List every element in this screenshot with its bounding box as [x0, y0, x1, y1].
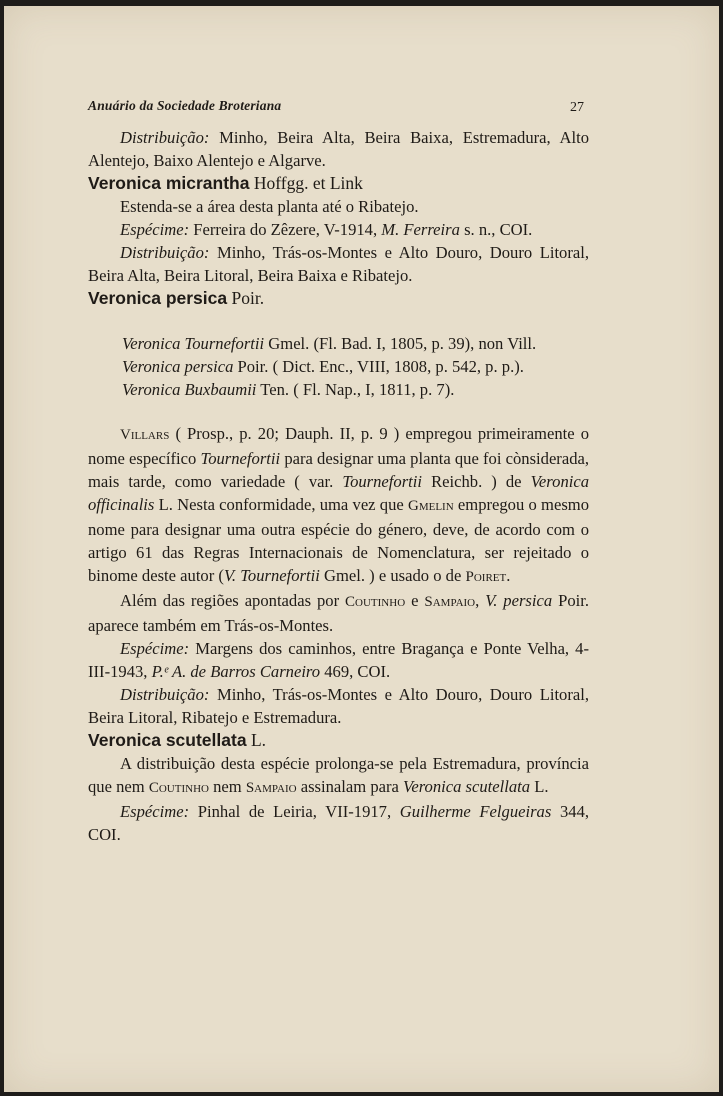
paragraph-text: L. [534, 777, 549, 796]
synonym-line [88, 378, 589, 401]
species-name: Veronica persica [88, 288, 228, 308]
distribution-label: Distribuição: [120, 685, 210, 704]
synonym-line [88, 355, 589, 378]
paragraph-text: para designar uma planta que foi cònsiderada, mais tarde, como variedade ( var. [88, 449, 590, 491]
species-author: Hoffgg. et Link [253, 173, 363, 193]
specimen-text: 469, COI. [324, 662, 391, 681]
species-heading-micrantha [88, 172, 589, 195]
specimen-collector: Guilherme Felgueiras [399, 802, 552, 821]
species-heading-persica [88, 287, 589, 310]
species-name: Veronica micrantha [88, 173, 250, 193]
specimen-text: Pinhal de Leiria, VII-1917, [197, 802, 392, 821]
species-ref: Veronica officinalis [88, 472, 590, 514]
persica-nomenclature-paragraph [88, 422, 589, 589]
species-heading-scutellata [88, 729, 589, 752]
paragraph-text: ( Prosp., p. 20; Dauph. II, p. 9 ) empregou primeiramente o nome específico [88, 424, 589, 468]
page-number: 27 [570, 100, 584, 115]
persica-distribution [88, 683, 589, 729]
author-gmelin: Gmelin [408, 498, 454, 514]
species-ref: Veronica scutellata [403, 777, 531, 796]
species-ref: V. persica [485, 591, 553, 610]
synonym-citation: Ten. ( Fl. Nap., I, 1811, p. 7). [260, 380, 455, 399]
paragraph-text: A distribuição desta espécie prolonga-se pela Estremadura, província que nem [88, 754, 589, 796]
author-sampaio: Sampaio [424, 594, 476, 610]
persica-specimen [88, 637, 589, 683]
micrantha-range: Estenda-se a área desta planta até o Ribatejo. [120, 197, 419, 216]
paragraph-text: empregou o mesmo nome para designar uma outra espécie do género, deve, de acordo com o artigo 61 das Regras Internacionais de Nomenclatura, ser rejeitado o binome deste autor ( [88, 495, 589, 585]
paragraph-text: , [475, 591, 480, 610]
specimen-text: 344, COI. [88, 802, 590, 844]
paragraph-text: Poir. aparece também em Trás-os-Montes. [88, 591, 589, 635]
paragraph-text: . [506, 566, 511, 585]
distribution-label: Distribuição: [120, 243, 210, 262]
synonym-name: Veronica Tournefortii [122, 334, 265, 353]
specimen-label: Espécime: [120, 639, 190, 658]
paragraph-text: Reichb. ) de [431, 472, 522, 491]
paragraph-text: Além das regiões apontadas por [120, 591, 340, 610]
scutellata-paragraph [88, 752, 589, 800]
paragraph-text: e [411, 591, 419, 610]
author-coutinho: Coutinho [345, 594, 406, 610]
author-villars: Villars [120, 427, 170, 443]
micrantha-specimen [88, 218, 589, 241]
specimen-text: Ferreira do Zêzere, V-1914, [193, 220, 378, 239]
specimen-label: Espécime: [120, 802, 190, 821]
paragraph-text: nem [213, 777, 242, 796]
author-sampaio: Sampaio [245, 780, 297, 796]
species-name: Veronica scutellata [88, 730, 247, 750]
synonym-citation: Gmel. (Fl. Bad. I, 1805, p. 39), non Vill. [268, 334, 537, 353]
specimen-collector: P.ᵉ A. de Barros Carneiro [151, 662, 321, 681]
synonym-name: Veronica persica [122, 357, 234, 376]
document-page [4, 6, 719, 1092]
epithet: Tournefortii [200, 449, 281, 468]
specimen-collector: M. Ferreira [381, 220, 460, 239]
species-author: L. [250, 730, 267, 750]
paragraph-text: L. Nesta conformidade, uma vez que [158, 495, 404, 514]
distribution-text: Minho, Beira Alta, Beira Baixa, Estremadura, Alto Alentejo, Baixo Alentejo e Algarve. [88, 128, 590, 170]
distribution-label: Distribuição: [120, 128, 210, 147]
synonym-citation: Poir. ( Dict. Enc., VIII, 1808, p. 542, p. p.). [237, 357, 524, 376]
micrantha-distribution [88, 241, 589, 287]
synonym-name: Veronica Buxbaumii [122, 380, 257, 399]
specimen-label: Espécime: [120, 220, 190, 239]
species-ref: V. Tournefortii [223, 566, 320, 585]
paragraph-text: Gmel. ) e usado o de [324, 566, 462, 585]
synonym-line [88, 332, 589, 355]
distribution-text: Minho, Trás-os-Montes e Alto Douro, Douro Litoral, Beira Alta, Beira Litoral, Beira Baixa e Ribatejo. [88, 243, 589, 285]
intro-distribution [88, 126, 589, 172]
author-poiret: Poiret [465, 569, 507, 585]
species-author: Poir. [231, 288, 265, 308]
epithet: Tournefortii [342, 472, 422, 491]
author-coutinho: Coutinho [148, 780, 209, 796]
scutellata-specimen [88, 800, 589, 846]
specimen-text: s. n., COI. [464, 220, 533, 239]
page-body [88, 126, 589, 846]
running-head-title: Anuário da Sociedade Broteriana [88, 98, 282, 113]
specimen-text: Margens dos caminhos, entre Bragança e Ponte Velha, 4-III-1943, [88, 639, 590, 681]
distribution-text: Minho, Trás-os-Montes e Alto Douro, Douro Litoral, Beira Litoral, Ribatejo e Estremadura. [88, 685, 589, 727]
paragraph-text: assinalam para [300, 777, 399, 796]
persica-regions-paragraph [88, 589, 589, 637]
